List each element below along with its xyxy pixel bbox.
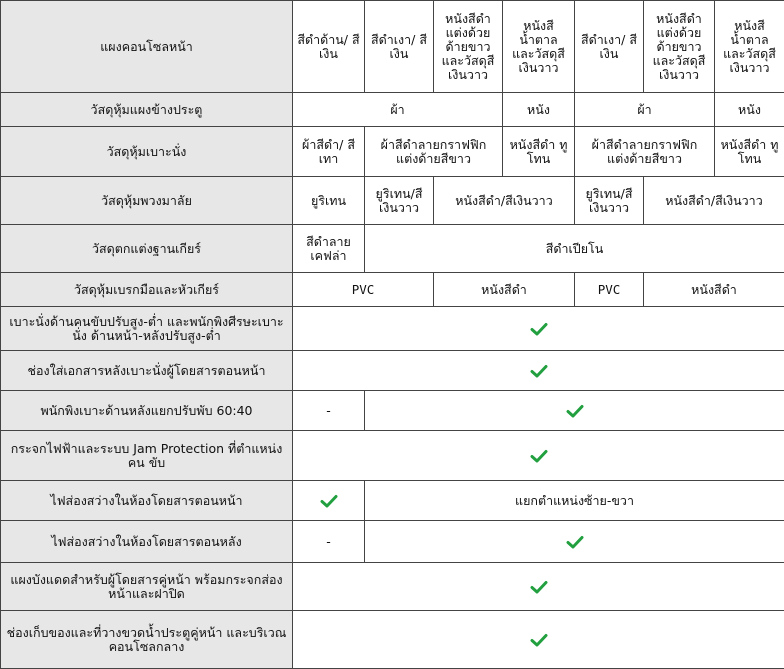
header-title: แผงคอนโซลหน้า: [1, 1, 293, 93]
cell-value: หนังสีดำ ทูโทน: [715, 127, 784, 177]
row-label: แผงบังแดดสำหรับผู้โดยสารคู่หน้า พร้อมกระจกส่อง หน้าและฝาปิด: [1, 563, 293, 611]
row-storage: [1, 611, 784, 669]
row-label: วัสดุหุ้มเบาะนั่ง: [1, 127, 293, 177]
check-icon: [530, 580, 548, 594]
row-sun-visor: [1, 563, 784, 611]
cell-value: -: [293, 391, 365, 431]
cell-check: [365, 521, 784, 563]
cell-check: [293, 431, 784, 481]
header-col-6: หนังสีดำ แต่งด้วย ด้ายขาว และวัสดุสี เงินวาว: [644, 1, 715, 93]
row-gear-base: [1, 225, 784, 273]
cell-value: ผ้า: [293, 93, 503, 127]
cell-value: หนังสีดำ: [644, 273, 784, 307]
row-rear-seat: [1, 391, 784, 431]
header-col-4: หนังสี น้ำตาล และวัสดุสี เงินวาว: [503, 1, 575, 93]
header-col-7: หนังสี น้ำตาล และวัสดุสี เงินวาว: [715, 1, 784, 93]
cell-value: หนังสีดำ ทูโทน: [503, 127, 575, 177]
cell-value: หนัง: [503, 93, 575, 127]
cell-value: ยูริเทน/สี เงินวาว: [365, 177, 434, 225]
check-icon: [530, 449, 548, 463]
row-label: เบาะนั่งด้านคนขับปรับสูง-ต่ำ และพนักพิงศีรษะเบาะนั่ง ด้านหน้า-หลังปรับสูง-ต่ำ: [1, 307, 293, 351]
row-front-light: [1, 481, 784, 521]
row-label: วัสดุหุ้มเบรกมือและหัวเกียร์: [1, 273, 293, 307]
cell-value: แยกตำแหน่งซ้าย-ขวา: [365, 481, 784, 521]
row-label: กระจกไฟฟ้าและระบบ Jam Protection ที่ตำแหน่งคน ขับ: [1, 431, 293, 481]
header-row: [1, 1, 784, 93]
cell-check: [293, 611, 784, 669]
cell-check: [293, 307, 784, 351]
cell-value: ผ้าสีดำลายกราฟฟิก แต่งด้ายสีขาว: [365, 127, 503, 177]
cell-check: [293, 563, 784, 611]
row-label: วัสดุหุ้มพวงมาลัย: [1, 177, 293, 225]
row-steering: [1, 177, 784, 225]
row-label: วัสดุหุ้มแผงข้างประตู: [1, 93, 293, 127]
check-icon: [530, 633, 548, 647]
cell-value: สีดำเปียโน: [365, 225, 784, 273]
check-icon: [320, 494, 338, 508]
row-rear-light: [1, 521, 784, 563]
cell-value: หนังสีดำ/สีเงินวาว: [644, 177, 784, 225]
row-driver-seat: [1, 307, 784, 351]
header-col-5: สีดำเงา/ สีเงิน: [575, 1, 644, 93]
check-icon: [530, 364, 548, 378]
row-label: ช่องใส่เอกสารหลังเบาะนั่งผู้โดยสารตอนหน้า: [1, 351, 293, 391]
row-label: วัสดุตกแต่งฐานเกียร์: [1, 225, 293, 273]
cell-value: ยูริเทน/สี เงินวาว: [575, 177, 644, 225]
cell-value: ผ้าสีดำ/ สีเทา: [293, 127, 365, 177]
row-doc-pocket: [1, 351, 784, 391]
cell-value: PVC: [293, 273, 434, 307]
cell-check: [293, 481, 365, 521]
cell-value: หนัง: [715, 93, 784, 127]
row-seat-cover: [1, 127, 784, 177]
cell-value: PVC: [575, 273, 644, 307]
cell-value: ผ้าสีดำลายกราฟฟิก แต่งด้ายสีขาว: [575, 127, 715, 177]
cell-value: ยูริเทน: [293, 177, 365, 225]
row-door-panel: [1, 93, 784, 127]
check-icon: [530, 322, 548, 336]
cell-value: สีดำลาย เคฟล่า: [293, 225, 365, 273]
cell-check: [293, 351, 784, 391]
row-label: ไฟส่องสว่างในห้องโดยสารตอนหน้า: [1, 481, 293, 521]
row-label: พนักพิงเบาะด้านหลังแยกปรับพับ 60:40: [1, 391, 293, 431]
header-col-1: สีดำด้าน/ สีเงิน: [293, 1, 365, 93]
cell-value: -: [293, 521, 365, 563]
cell-value: หนังสีดำ/สีเงินวาว: [434, 177, 575, 225]
row-label: ช่องเก็บของและที่วางขวดน้ำประตูคู่หน้า และบริเวณ คอนโซลกลาง: [1, 611, 293, 669]
check-icon: [566, 535, 584, 549]
cell-check: [365, 391, 784, 431]
row-windows: [1, 431, 784, 481]
cell-value: หนังสีดำ: [434, 273, 575, 307]
check-icon: [566, 404, 584, 418]
cell-value: ผ้า: [575, 93, 715, 127]
row-handbrake: [1, 273, 784, 307]
header-col-2: สีดำเงา/ สีเงิน: [365, 1, 434, 93]
header-col-3: หนังสีดำ แต่งด้วย ด้ายขาว และวัสดุสี เงินวาว: [434, 1, 503, 93]
row-label: ไฟส่องสว่างในห้องโดยสารตอนหลัง: [1, 521, 293, 563]
